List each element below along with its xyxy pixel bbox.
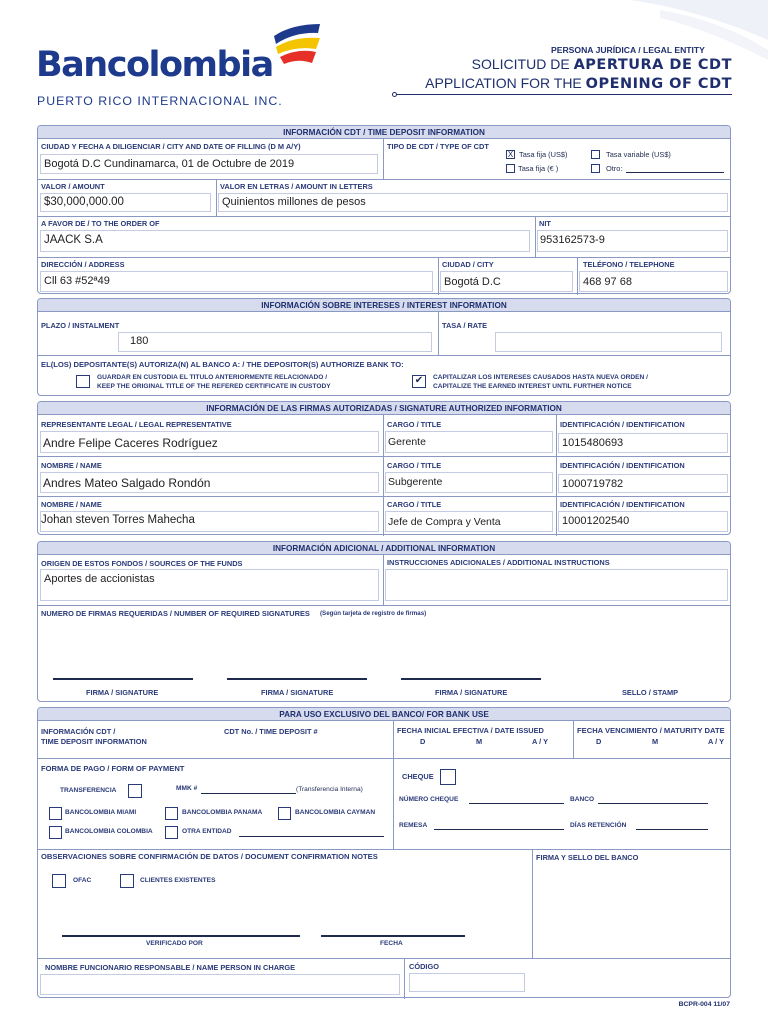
sig3-name-label: NOMBRE / NAME: [41, 500, 102, 509]
verified-by-label: VERIFICADO POR: [146, 940, 203, 947]
address-label: DIRECCIÓN / ADDRESS: [41, 260, 125, 269]
issue-d: D: [420, 737, 426, 746]
sig3-title: Jefe de Compra y Venta: [388, 516, 501, 528]
capitalize-line2: CAPITALIZE THE EARNED INTEREST UNTIL FURTHER NOTICE: [433, 383, 632, 390]
order-value: JAACK S.A: [44, 234, 103, 246]
order-label: A FAVOR DE / TO THE ORDER OF: [41, 219, 160, 228]
instructions-field[interactable]: [385, 569, 728, 601]
colombia-label: BANCOLOMBIA COLOMBIA: [65, 828, 153, 835]
title-underline: [395, 94, 732, 95]
signature-label-3: FIRMA / SIGNATURE: [435, 688, 508, 697]
cayman-checkbox[interactable]: [278, 807, 291, 820]
internal-transfer-label: (Transferencia Interna): [296, 786, 363, 793]
additional-section: [37, 541, 731, 702]
other-type-checkbox[interactable]: [591, 164, 600, 173]
sig3-title-label: CARGO / TITLE: [387, 500, 442, 509]
sig2-title-label: CARGO / TITLE: [387, 461, 442, 470]
other-entity-label: OTRA ENTIDAD: [182, 828, 232, 835]
panama-checkbox[interactable]: [165, 807, 178, 820]
maturity-d: D: [596, 737, 602, 746]
other-entity-line[interactable]: [239, 836, 384, 837]
check-number-label: NÚMERO CHEQUE: [399, 796, 459, 803]
fixed-eur-checkbox[interactable]: [506, 164, 515, 173]
other-type-label: Otro:: [606, 164, 623, 173]
bank-cdt-info-line2: TIME DEPOSIT INFORMATION: [41, 737, 147, 746]
sig1-id: 1015480693: [562, 437, 624, 449]
sig2-id-label: IDENTIFICACIÓN / IDENTIFICATION: [560, 461, 685, 470]
cdt-type-label: TIPO DE CDT / TYPE OF CDT: [387, 142, 489, 151]
issue-m: M: [476, 737, 483, 746]
other-entity-checkbox[interactable]: [165, 826, 178, 839]
authorize-label: EL(LOS) DEPOSITANTE(S) AUTORIZA(N) AL BANCO A: / THE DEPOSITOR(S) AUTHORIZE BANK TO:: [41, 360, 404, 369]
amount-letters-value: Quinientos millones de pesos: [222, 196, 366, 208]
required-sigs-label: NUMERO DE FIRMAS REQUERIDAS / NUMBER OF REQUIRED SIGNATURES: [41, 609, 310, 618]
rate-label: TASA / RATE: [442, 321, 488, 330]
keep-custody-checkbox[interactable]: [76, 375, 90, 388]
cayman-label: BANCOLOMBIA CAYMAN: [295, 809, 376, 816]
remittance-line[interactable]: [434, 829, 564, 830]
sig3-name: Johan steven Torres Mahecha: [41, 514, 195, 526]
remittance-label: REMESA: [399, 822, 428, 829]
form-code: BCPR-004 11/07: [678, 1001, 730, 1008]
keep-custody-line1: GUARDAR EN CUSTODIA EL TITULO ANTERIORMENTE RELACIONADO /: [97, 374, 328, 381]
capitalize-line1: CAPITALIZAR LOS INTERESES CAUSADOS HASTA NUEVA ORDEN /: [433, 374, 648, 381]
sig3-id: 10001202540: [562, 515, 630, 527]
bank-use-section: [37, 707, 731, 998]
retention-days-line[interactable]: [636, 829, 708, 830]
maturity-date-label: FECHA VENCIMIENTO / MATURITY DATE: [577, 726, 725, 735]
ofac-checkbox[interactable]: [52, 874, 66, 888]
bank-cdt-info-line1: INFORMACIÓN CDT /: [41, 727, 116, 736]
sig2-title: Subgerente: [388, 476, 443, 488]
variable-usd-label: Tasa variable (US$): [606, 150, 671, 159]
order-field[interactable]: [40, 230, 530, 252]
phone-value: 468 97 68: [583, 276, 632, 288]
signature-label-1: FIRMA / SIGNATURE: [86, 688, 159, 697]
sig1-name: Andre Felipe Caceres Rodríguez: [43, 436, 218, 450]
capitalize-checkbox[interactable]: ✔: [412, 375, 426, 388]
code-label: CÓDIGO: [409, 962, 439, 971]
other-type-line[interactable]: [626, 172, 724, 173]
transfer-checkbox[interactable]: [128, 784, 142, 798]
retention-days-label: DÍAS RETENCIÓN: [570, 822, 627, 829]
signatures-title: INFORMACIÓN DE LAS FIRMAS AUTORIZADAS / SIGNATURE AUTHORIZED INFORMATION: [38, 402, 730, 415]
sig2-name: Andres Mateo Salgado Rondón: [43, 476, 211, 490]
city-label: CIUDAD / CITY: [442, 260, 494, 269]
bank-label: BANCO: [570, 796, 595, 803]
code-field[interactable]: [409, 973, 525, 992]
bancolombia-logo: [36, 20, 296, 110]
funds-value: Aportes de accionistas: [44, 573, 155, 585]
mmk-line[interactable]: [201, 793, 296, 794]
title-underline-dot: [392, 92, 397, 97]
signatures-section: [37, 401, 731, 535]
term-field[interactable]: [118, 332, 432, 352]
instructions-label: INSTRUCCIONES ADICIONALES / ADDITIONAL INSTRUCTIONS: [387, 558, 610, 567]
interest-section: [37, 298, 731, 396]
panama-label: BANCOLOMBIA PANAMA: [182, 809, 263, 816]
sig1-id-label: IDENTIFICACIÓN / IDENTIFICATION: [560, 420, 685, 429]
sig2-id: 1000719782: [562, 478, 624, 490]
existing-clients-label: CLIENTES EXISTENTES: [140, 877, 216, 884]
title-en-bold: OPENING OF CDT: [585, 76, 732, 92]
signature-line-1[interactable]: [53, 678, 193, 680]
issue-date-label: FECHA INICIAL EFECTIVA / DATE ISSUED: [397, 726, 544, 735]
existing-clients-checkbox[interactable]: [120, 874, 134, 888]
title-en-prefix: APPLICATION FOR THE: [425, 75, 586, 91]
bank-line[interactable]: [598, 803, 708, 804]
miami-label: BANCOLOMBIA MIAMI: [65, 809, 137, 816]
cdt-info-section: [37, 125, 731, 294]
sig2-name-label: NOMBRE / NAME: [41, 461, 102, 470]
city-value: Bogotá D.C: [444, 276, 501, 288]
form-title-en: [425, 76, 732, 92]
variable-usd-checkbox[interactable]: [591, 150, 600, 159]
sig1-title-label: CARGO / TITLE: [387, 420, 442, 429]
title-es-bold: APERTURA DE CDT: [573, 57, 732, 73]
mmk-label: MMK #: [176, 785, 198, 792]
required-sigs-note: (Según tarjeta de registro de firmas): [320, 610, 427, 617]
miami-checkbox[interactable]: [49, 807, 62, 820]
signature-label-2: FIRMA / SIGNATURE: [261, 688, 334, 697]
sig1-title: Gerente: [388, 436, 426, 448]
sig3-id-label: IDENTIFICACIÓN / IDENTIFICATION: [560, 500, 685, 509]
ofac-label: OFAC: [73, 877, 92, 884]
issue-ay: A / Y: [532, 737, 549, 746]
date-line[interactable]: [321, 935, 465, 937]
entity-type: PERSONA JURÍDICA / LEGAL ENTITY: [551, 45, 705, 55]
check-checkbox[interactable]: [440, 769, 456, 785]
funds-label: ORIGEN DE ESTOS FONDOS / SOURCES OF THE FUNDS: [41, 559, 243, 568]
nit-label: NIT: [539, 219, 551, 228]
check-number-line[interactable]: [469, 803, 564, 804]
fixed-usd-checkbox[interactable]: X: [507, 150, 514, 159]
notes-label: OBSERVACIONES SOBRE CONFIRMACIÓN DE DATOS / DOCUMENT CONFIRMATION NOTES: [41, 852, 378, 861]
address-value: Cll 63 #52ª49: [44, 275, 110, 287]
interest-title: INFORMACIÓN SOBRE INTERESES / INTEREST INFORMATION: [38, 299, 730, 312]
signature-line-2[interactable]: [227, 678, 367, 680]
cdt-info-title: INFORMACIÓN CDT / TIME DEPOSIT INFORMATION: [38, 126, 730, 139]
fixed-eur-label: Tasa fija (€ ): [518, 164, 559, 173]
rate-field[interactable]: [495, 332, 722, 352]
amount-letters-label: VALOR EN LETRAS / AMOUNT IN LETTERS: [220, 182, 373, 191]
brand-subtitle: PUERTO RICO INTERNACIONAL INC.: [37, 94, 283, 108]
sig1-name-label: REPRESENTANTE LEGAL / LEGAL REPRESENTATIVE: [41, 420, 232, 429]
transfer-label: TRANSFERENCIA: [60, 787, 117, 794]
bank-use-title: PARA USO EXCLUSIVO DEL BANCO/ FOR BANK USE: [38, 708, 730, 721]
additional-title: INFORMACIÓN ADICIONAL / ADDITIONAL INFORMATION: [38, 542, 730, 555]
date-label: FECHA: [380, 940, 403, 947]
brand-name: Bancolombia: [36, 45, 273, 85]
maturity-ay: A / Y: [708, 737, 725, 746]
phone-label: TELÉFONO / TELEPHONE: [583, 260, 675, 269]
amount-label: VALOR / AMOUNT: [41, 182, 105, 191]
officer-field[interactable]: [40, 974, 400, 995]
payment-label: FORMA DE PAGO / FORM OF PAYMENT: [41, 764, 185, 773]
officer-label: NOMBRE FUNCIONARIO RESPONSABLE / NAME PERSON IN CHARGE: [45, 963, 296, 972]
term-label: PLAZO / INSTALMENT: [41, 321, 120, 330]
verified-by-line[interactable]: [62, 935, 300, 937]
fixed-usd-label: Tasa fija (US$): [519, 150, 568, 159]
check-label: CHEQUE: [402, 772, 434, 781]
maturity-m: M: [652, 737, 659, 746]
stamp-label: SELLO / STAMP: [622, 688, 679, 697]
city-date-value: Bogotá D.C Cundinamarca, 01 de Octubre de 2019: [44, 158, 295, 170]
bank-signature-label: FIRMA Y SELLO DEL BANCO: [536, 853, 639, 862]
title-es-prefix: SOLICITUD DE: [471, 56, 574, 72]
cdt-number-label: CDT No. / TIME DEPOSIT #: [224, 727, 318, 736]
signature-line-3[interactable]: [401, 678, 541, 680]
amount-value: $30,000,000.00: [44, 196, 124, 208]
city-date-label: CIUDAD Y FECHA A DILIGENCIAR / CITY AND DATE OF FILLING (D M A/Y): [41, 142, 301, 151]
nit-value: 953162573-9: [540, 234, 605, 246]
form-title-es: [472, 57, 732, 73]
colombia-checkbox[interactable]: [49, 826, 62, 839]
term-value: 180: [130, 335, 149, 347]
keep-custody-line2: KEEP THE ORIGINAL TITLE OF THE REFERED CERTIFICATE IN CUSTODY: [97, 383, 331, 390]
